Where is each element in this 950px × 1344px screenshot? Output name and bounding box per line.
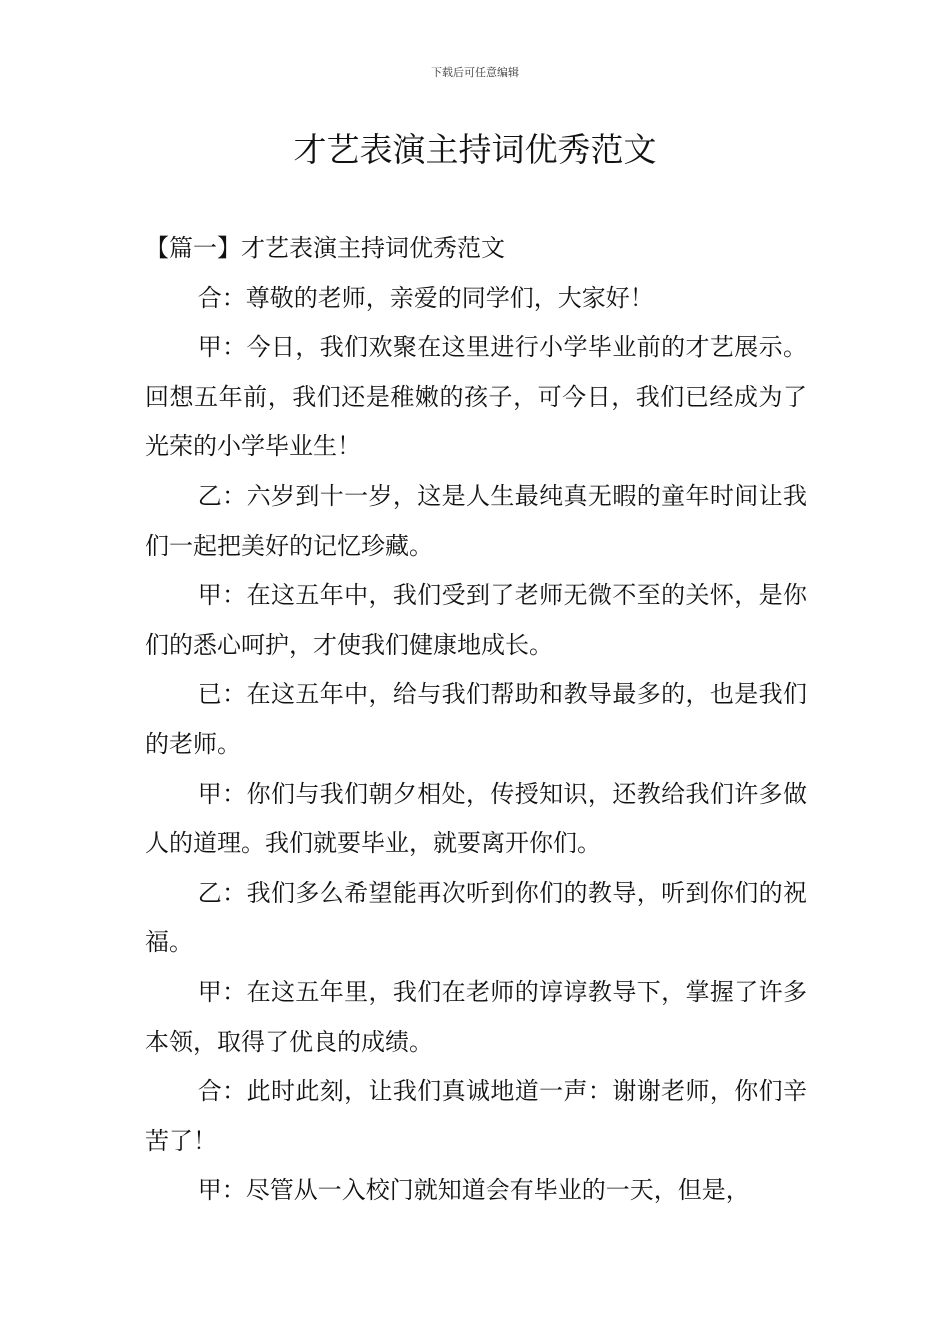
paragraph-3: 乙：六岁到十一岁，这是人生最纯真无暇的童年时间让我们一起把美好的记忆珍藏。 (145, 481, 807, 560)
paragraph-10: 甲：尽管从一入校门就知道会有毕业的一天，但是， (197, 1176, 750, 1205)
paragraph-5: 已：在这五年中，给与我们帮助和教导最多的，也是我们的老师。 (145, 680, 807, 758)
paragraph-1: 合：尊敬的老师，亲爱的同学们，大家好！ (197, 283, 654, 312)
paragraph-9: 合：此时此刻，让我们真诚地道一声：谢谢老师，你们辛苦了！ (145, 1077, 807, 1155)
section-heading: 【篇一】才艺表演主持词优秀范文 (145, 234, 505, 262)
paragraph-2: 甲：今日，我们欢聚在这里进行小学毕业前的才艺展示。回想五年前，我们还是稚嫩的孩子，可今日，我们已经成为了光荣的小学毕业生！ (145, 333, 807, 461)
document-title: 才艺表演主持词优秀范文 (293, 130, 657, 169)
document-body (145, 224, 807, 1216)
paragraph-6: 甲：你们与我们朝夕相处，传授知识，还教给我们许多做人的道理。我们就要毕业，就要离开你们。 (145, 779, 807, 858)
paragraph-7: 乙：我们多么希望能再次听到你们的教导，听到你们的祝福。 (145, 878, 807, 957)
paragraph-4: 甲：在这五年中，我们受到了老师无微不至的关怀，是你们的悉心呵护，才使我们健康地成长。 (145, 581, 807, 659)
header-note: 下载后可任意编辑 (431, 66, 519, 79)
paragraph-8: 甲：在这五年里，我们在老师的谆谆教导下，掌握了许多本领，取得了优良的成绩。 (145, 977, 807, 1056)
